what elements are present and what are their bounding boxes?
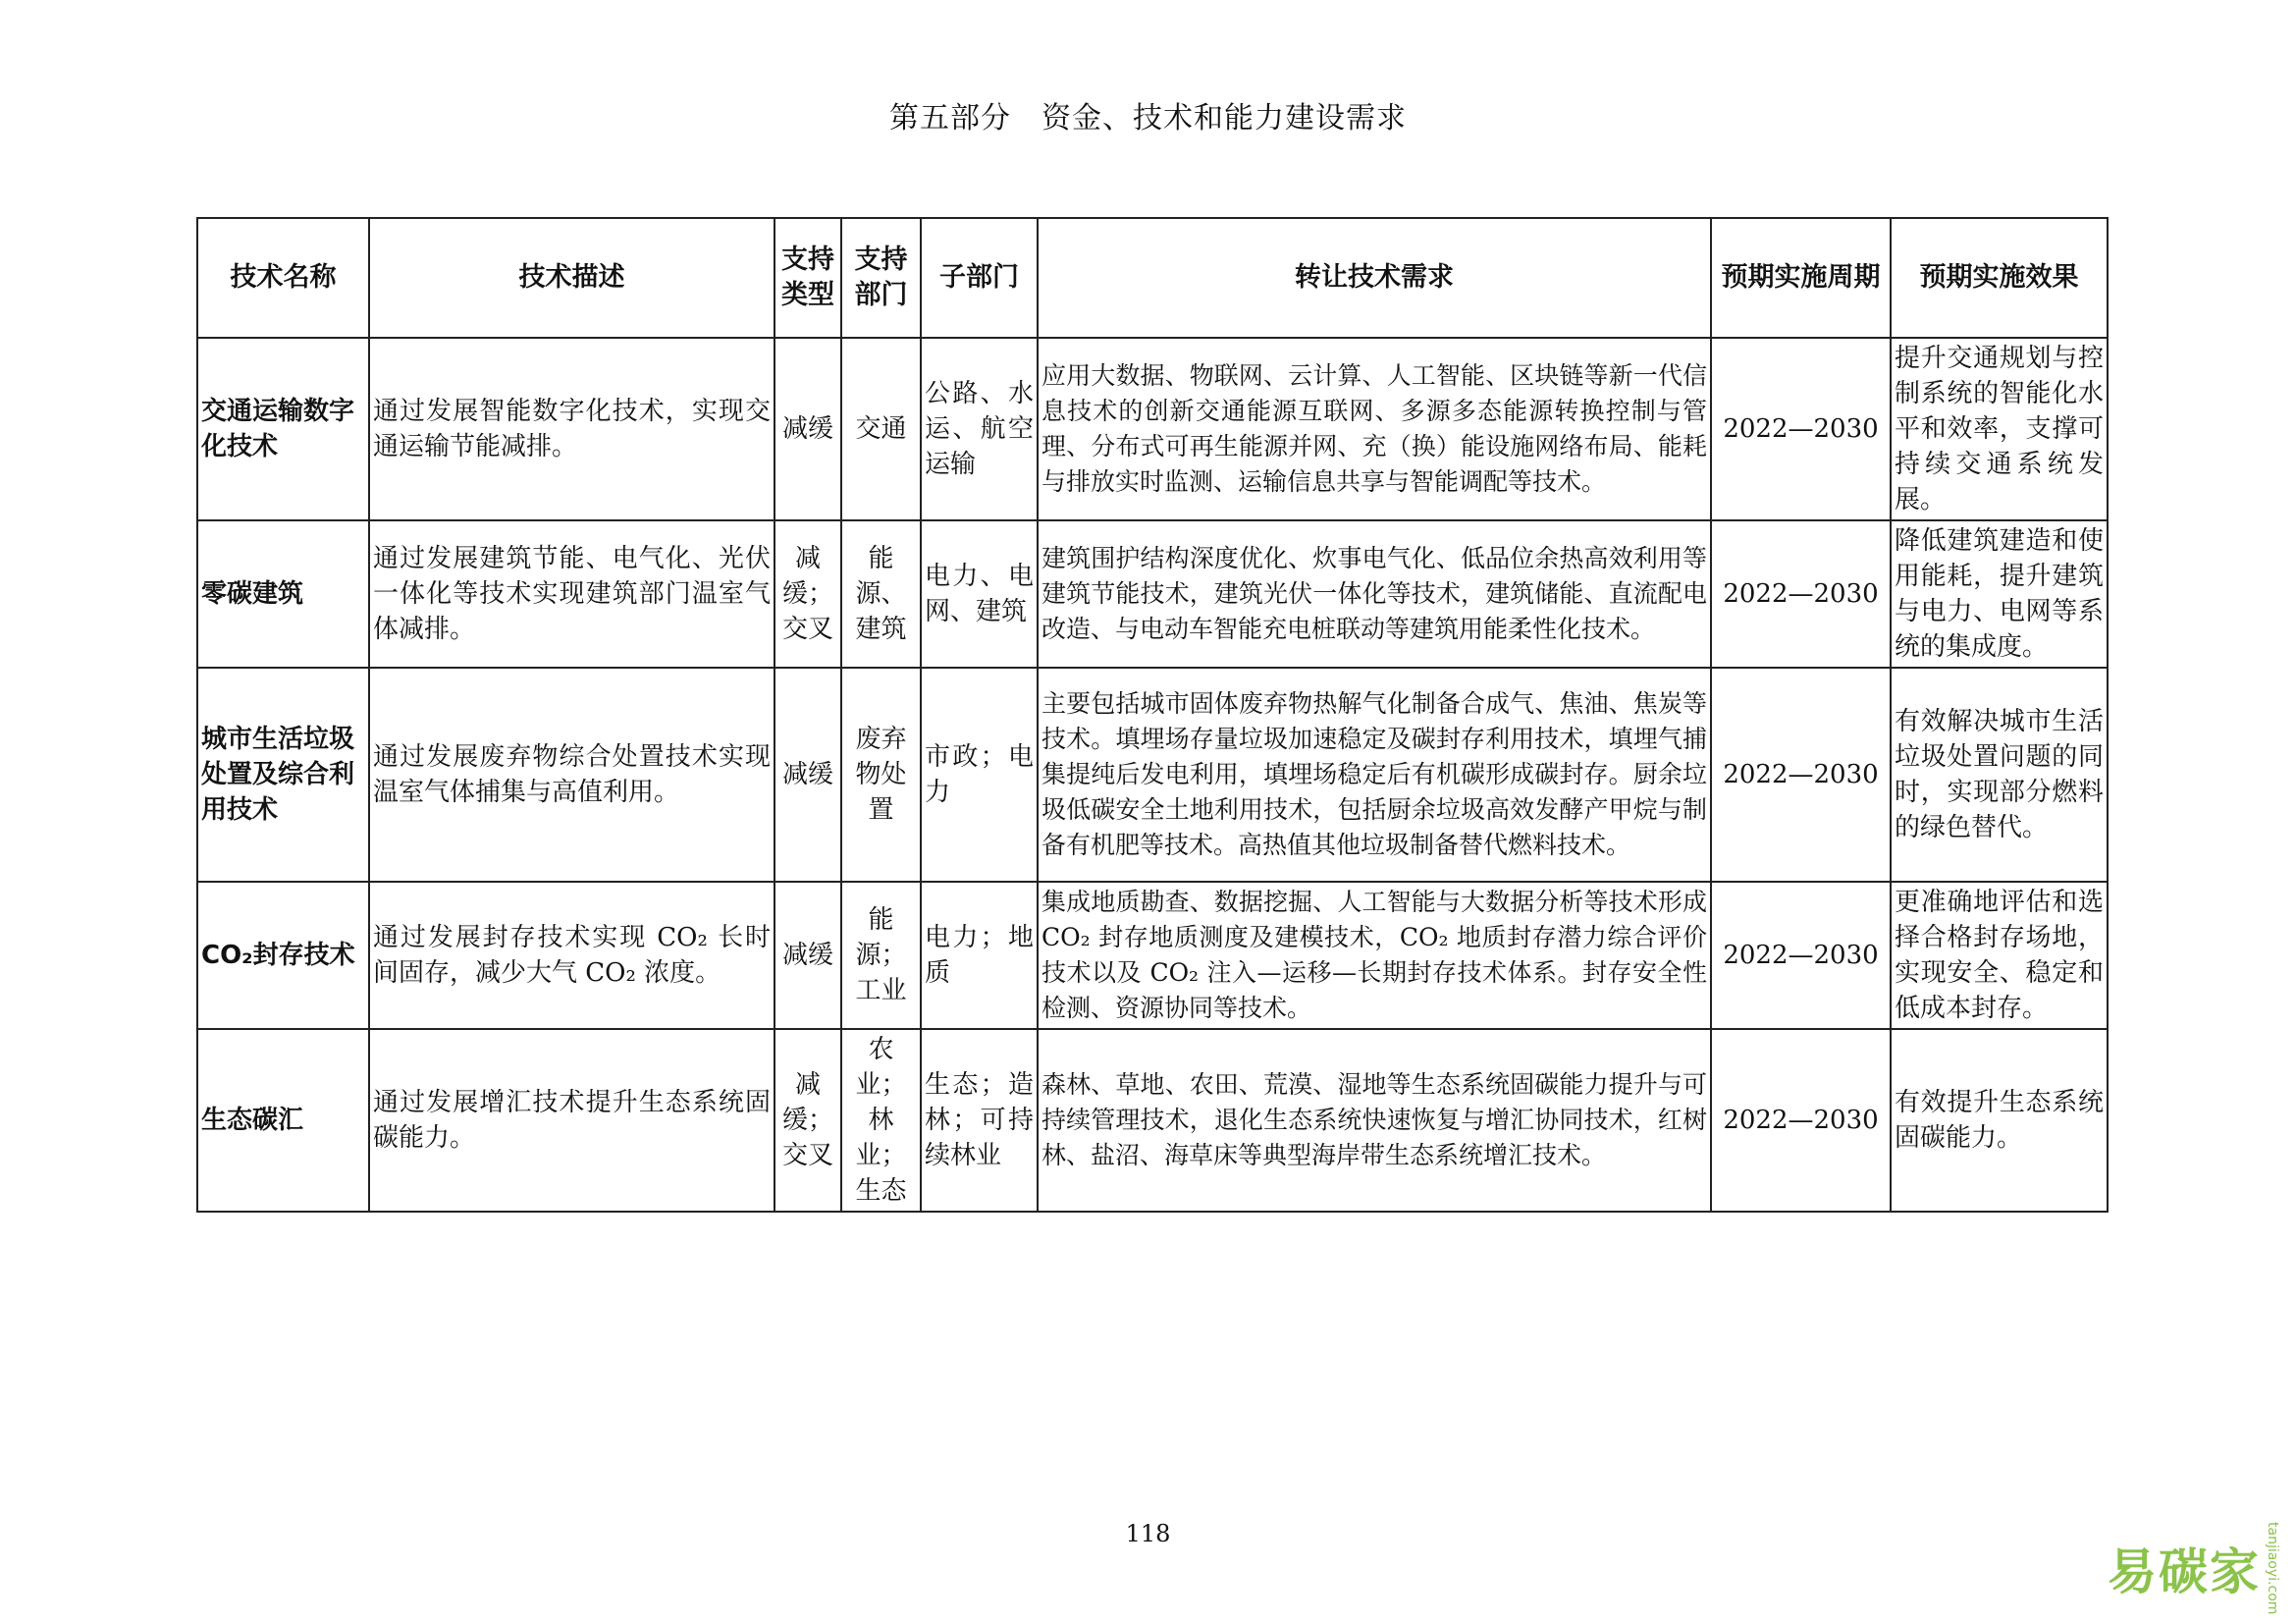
watermark-domain: tanjiaoyi.com [2265,1521,2280,1614]
tech-name-cell: 城市生活垃圾处置及综合利用技术 [197,668,369,882]
subsector-cell: 市政；电力 [921,668,1038,882]
tech-description-cell: 通过发展智能数字化技术，实现交通运输节能减排。 [369,338,774,520]
expected-effect-cell: 降低建筑建造和使用能耗，提升建筑与电力、电网等系统的集成度。 [1891,520,2108,668]
transfer-needs-cell: 应用大数据、物联网、云计算、人工智能、区块链等新一代信息技术的创新交通能源互联网、多源多态能源转换控制与管理、分布式可再生能源并网、充（换）能设施网络布局、能耗与排放实时监测、运输信息共享与智能调配等技术。 [1038,338,1711,520]
tech-name-cell: CO₂封存技术 [197,882,369,1029]
expected-period-cell: 2022—2030 [1711,668,1891,882]
subsector-cell: 生态；造林；可持续林业 [921,1029,1038,1212]
transfer-needs-cell: 森林、草地、农田、荒漠、湿地等生态系统固碳能力提升与可持续管理技术，退化生态系统快速恢复与增汇协同技术，红树林、盐沼、海草床等典型海岸带生态系统增汇技术。 [1038,1029,1711,1212]
column-header-expected-effect: 预期实施效果 [1891,218,2108,338]
watermark-logo [2108,1522,2280,1614]
tech-description-cell: 通过发展增汇技术提升生态系统固碳能力。 [369,1029,774,1212]
transfer-needs-cell: 主要包括城市固体废弃物热解气化制备合成气、焦油、焦炭等技术。填埋场存量垃圾加速稳定及碳封存利用技术，填埋气捕集提纯后发电利用，填埋场稳定后有机碳形成碳封存。厨余垃圾低碳安全土地利用技术，包括厨余垃圾高效发酵产甲烷与制备有机肥等技术。高热值其他垃圾制备替代燃料技术。 [1038,668,1711,882]
technology-needs-table [196,217,2109,1213]
expected-effect-cell: 提升交通规划与控制系统的智能化水平和效率，支撑可持续交通系统发展。 [1891,338,2108,520]
support-sector-cell: 能源；工业 [841,882,921,1029]
expected-effect-cell: 有效提升生态系统固碳能力。 [1891,1029,2108,1212]
table-row [197,520,2108,668]
column-header-expected-period: 预期实施周期 [1711,218,1891,338]
tech-description-cell: 通过发展建筑节能、电气化、光伏一体化等技术实现建筑部门温室气体减排。 [369,520,774,668]
column-header-support-sector: 支持部门 [841,218,921,338]
support-sector-cell: 农业；林业；生态 [841,1029,921,1212]
subsector-cell: 电力、电网、建筑 [921,520,1038,668]
subsector-cell: 公路、水运、航空运输 [921,338,1038,520]
expected-period-cell: 2022—2030 [1711,520,1891,668]
column-header-subsector: 子部门 [921,218,1038,338]
column-header-tech-description: 技术描述 [369,218,774,338]
support-sector-cell: 废弃物处置 [841,668,921,882]
expected-effect-cell: 更准确地评估和选择合格封存场地，实现安全、稳定和低成本封存。 [1891,882,2108,1029]
tech-description-cell: 通过发展封存技术实现 CO₂ 长时间固存，减少大气 CO₂ 浓度。 [369,882,774,1029]
column-header-tech-name: 技术名称 [197,218,369,338]
tech-description-cell: 通过发展废弃物综合处置技术实现温室气体捕集与高值利用。 [369,668,774,882]
expected-effect-cell: 有效解决城市生活垃圾处置问题的同时，实现部分燃料的绿色替代。 [1891,668,2108,882]
watermark-brand: 易碳家 [2108,1543,2261,1600]
column-header-support-type: 支持类型 [774,218,841,338]
tech-name-cell: 交通运输数字化技术 [197,338,369,520]
expected-period-cell: 2022—2030 [1711,338,1891,520]
transfer-needs-cell: 集成地质勘查、数据挖掘、人工智能与大数据分析等技术形成 CO₂ 封存地质测度及建模技术，CO₂ 地质封存潜力综合评价技术以及 CO₂ 注入—运移—长期封存技术体系。封存安全性检测、资源协同等技术。 [1038,882,1711,1029]
page-number: 118 [1125,1520,1171,1547]
support-sector-cell: 能源、建筑 [841,520,921,668]
table-row [197,668,2108,882]
table-header-row [197,218,2108,338]
support-sector-cell: 交通 [841,338,921,520]
column-header-transfer-needs: 转让技术需求 [1038,218,1711,338]
support-type-cell: 减缓；交叉 [774,520,841,668]
tech-name-cell: 零碳建筑 [197,520,369,668]
tech-name-cell: 生态碳汇 [197,1029,369,1212]
support-type-cell: 减缓 [774,668,841,882]
table-row [197,1029,2108,1212]
support-type-cell: 减缓 [774,338,841,520]
table-row [197,882,2108,1029]
subsector-cell: 电力；地质 [921,882,1038,1029]
support-type-cell: 减缓 [774,882,841,1029]
support-type-cell: 减缓；交叉 [774,1029,841,1212]
expected-period-cell: 2022—2030 [1711,882,1891,1029]
expected-period-cell: 2022—2030 [1711,1029,1891,1212]
transfer-needs-cell: 建筑围护结构深度优化、炊事电气化、低品位余热高效利用等建筑节能技术，建筑光伏一体化等技术，建筑储能、直流配电改造、与电动车智能充电桩联动等建筑用能柔性化技术。 [1038,520,1711,668]
page-title: 第五部分 资金、技术和能力建设需求 [889,101,1407,135]
table-row [197,338,2108,520]
